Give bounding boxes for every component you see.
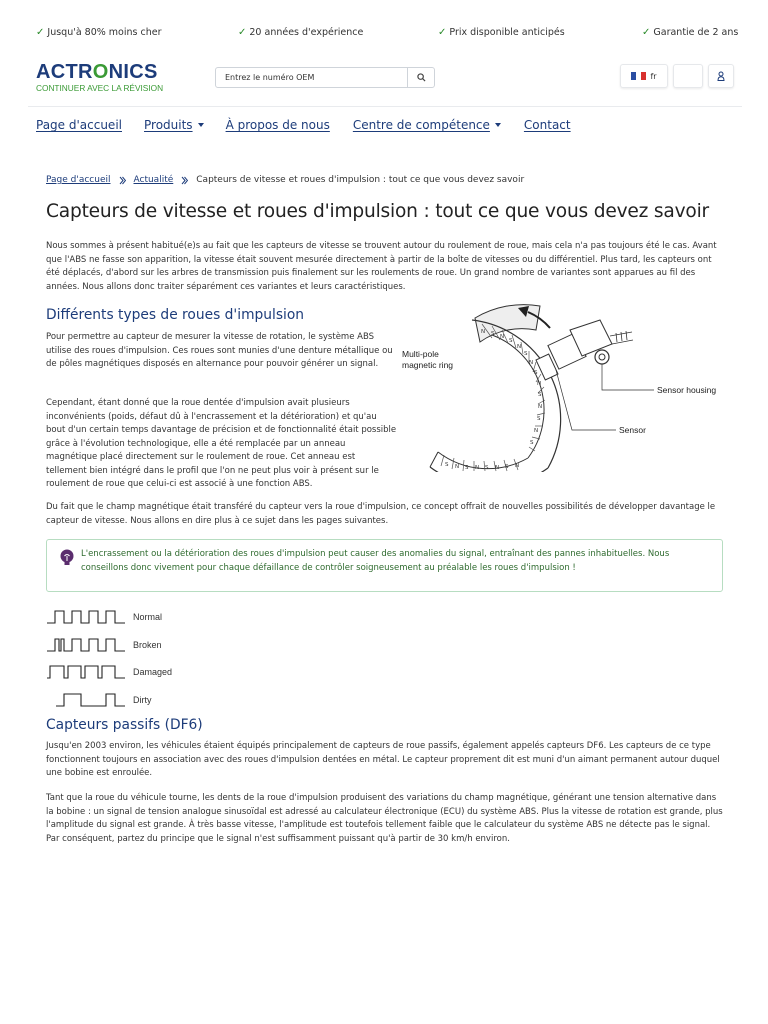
normal-signal-waveform bbox=[46, 610, 126, 624]
chevron-down-icon bbox=[495, 123, 501, 127]
nav-item-contact[interactable]: Contact bbox=[523, 118, 571, 132]
svg-text:N: N bbox=[534, 428, 539, 434]
svg-text:N: N bbox=[515, 463, 520, 469]
section1-paragraph-3: Du fait que le champ magnétique était transféré du capteur vers la roue d'impulsion, ce concept offrait de nouvelles possibilités de développer davantage le capteur de vitesse. Nous allons en dire plus à ce sujet dans les pages suivantes. bbox=[46, 502, 716, 526]
usp-item: ✓ Prix disponible anticipés bbox=[438, 27, 565, 38]
chevron-down-icon bbox=[198, 123, 204, 127]
page-title: Capteurs de vitesse et roues d'impulsion : tout ce que vous devez savoir bbox=[46, 201, 709, 222]
svg-text:magnetic ring: magnetic ring bbox=[402, 360, 454, 370]
svg-text:N: N bbox=[517, 344, 522, 350]
france-flag-icon bbox=[631, 72, 646, 80]
usp-item: ✓ Jusqu'à 80% moins cher bbox=[36, 27, 162, 38]
section2-paragraph-2: Tant que la roue du véhicule tourne, les dents de la roue d'impulsion produisent des variations du champ magnétique, générant une tension alternative dans la bobine : un signal de tension analogue sinusoïdal est adressé au calculateur électronique (ECU) du système ABS. Plus la vitesse de rotation est grande, plus l'amplitude du signal est grande. À très basse vitesse, l'amplitude est toutefois tellement faible que le calculateur du système ABS ne détecte pas le signal. Par conséquent, partez du principe que le signal n'est suffisamment puissant qu'à partir de 30 km/h environ. bbox=[46, 793, 723, 844]
chevron-right-icon bbox=[181, 176, 188, 185]
check-icon: ✓ bbox=[438, 27, 447, 38]
svg-text:S: S bbox=[524, 351, 528, 357]
section-heading-passive-sensors: Capteurs passifs (DF6) bbox=[46, 717, 203, 733]
dirty-signal-waveform bbox=[46, 693, 126, 707]
svg-text:S: S bbox=[537, 416, 541, 422]
signal-row-dirty: Dirty bbox=[46, 686, 186, 714]
svg-text:S: S bbox=[538, 392, 542, 398]
search-icon bbox=[417, 73, 426, 82]
svg-text:Multi-pole: Multi-pole bbox=[402, 349, 439, 359]
main-nav bbox=[36, 118, 571, 132]
section-heading-impulse-wheels: Différents types de roues d'impulsion bbox=[46, 307, 305, 323]
svg-text:N: N bbox=[537, 381, 542, 387]
search-button[interactable] bbox=[407, 68, 434, 87]
usp-item: ✓ 20 années d'expérience bbox=[238, 27, 364, 38]
svg-text:Sensor: Sensor bbox=[619, 425, 646, 435]
svg-text:N: N bbox=[481, 329, 486, 335]
usp-item: ✓ Garantie de 2 ans bbox=[642, 27, 739, 38]
breadcrumb-home[interactable]: Page d'accueil bbox=[46, 175, 111, 185]
svg-text:S: S bbox=[491, 331, 495, 337]
header-divider bbox=[28, 106, 742, 107]
svg-text:N: N bbox=[475, 465, 480, 471]
nav-item-about[interactable]: À propos de nous bbox=[225, 118, 330, 132]
svg-text:S: S bbox=[485, 465, 489, 471]
intro-paragraph: Nous sommes à présent habitué(e)s au fait que les capteurs de vitesse se trouvent autour du roulement de roue, mais cela n'a pas toujours été le cas. Avant que l'ABS ne fasse son apparition, la vitesse était souvent mesurée directement à partir de la boîte de vitesses ou du différentiel. Plus tard, les capteurs ont été déplacés, d'abord sur les arbres de transmission puis finalement sur les roulements de roue. Un grand nombre de variantes sont apparues au fil des années. Nous allons donc traiter séparément ces variantes et leurs caractéristiques. bbox=[46, 241, 717, 292]
account-button[interactable] bbox=[708, 64, 734, 88]
breadcrumb-current: Capteurs de vitesse et roues d'impulsion : tout ce que vous devez savoir bbox=[196, 175, 525, 185]
signal-waveforms bbox=[46, 603, 186, 714]
breadcrumb-news[interactable]: Actualité bbox=[133, 175, 174, 185]
nav-item-competence-center[interactable]: Centre de compétence bbox=[353, 118, 501, 132]
sensor-diagram bbox=[400, 300, 724, 472]
svg-text:N: N bbox=[500, 334, 505, 340]
svg-text:N: N bbox=[538, 404, 543, 410]
tip-box bbox=[46, 539, 723, 592]
svg-text:Sensor housing: Sensor housing bbox=[657, 385, 717, 395]
svg-text:S: S bbox=[530, 440, 534, 446]
check-icon: ✓ bbox=[36, 27, 45, 38]
search-input[interactable] bbox=[216, 68, 407, 87]
language-code: fr bbox=[650, 71, 657, 81]
svg-text:N: N bbox=[455, 464, 460, 470]
section1-paragraph-1: Pour permettre au capteur de mesurer la vitesse de rotation, le système ABS utilise des roues d'impulsion. Ces roues sont munies d'une denture métallique ou de pôles magnétiques disposés en alternance pour pouvoir générer un signal. bbox=[46, 332, 393, 369]
tip-text: L'encrassement ou la détérioration des roues d'impulsion peut causer des anomalies du signal, entraînant des pannes inhabituelles. Nous conseillons donc vivement pour chaque défaillance de contrôler soigneusement au préalable les roues d'impulsion ! bbox=[81, 549, 670, 573]
svg-text:S: S bbox=[534, 370, 538, 376]
logo-wordmark: ACTRONICS bbox=[36, 61, 158, 83]
damaged-signal-waveform bbox=[46, 665, 126, 679]
svg-text:S: S bbox=[465, 465, 469, 471]
section2-paragraph-1: Jusqu'en 2003 environ, les véhicules étaient équipés principalement de capteurs de roue passifs, également appelés capteurs DF6. Les capteurs de ce type fonctionnent toujours en association avec des roues d'impulsion dentées en métal. Le capteur proprement dit est muni d'un aimant permanent autour duquel une bobine est enroulée. bbox=[46, 741, 720, 778]
nav-item-products[interactable]: Produits bbox=[144, 118, 204, 132]
section1-paragraph-2: Cependant, étant donné que la roue dentée d'impulsion avait plusieurs inconvénients (poids, défaut dû à l'encrassement et la détérioration) et qu'au bout d'un certain temps davantage de précision et de fonctionnalité était possible grâce à l'évolution technologique, elle a été remplacée par un anneau magnétique placé directement sur le roulement de roue. Cet anneau est tellement bien intégré dans le profil que l'on ne peut plus voir à présent sur le roulement de roue que celui-ci est associé à une fonction ABS. bbox=[46, 398, 397, 489]
sensor-diagram-image bbox=[400, 300, 724, 472]
logo[interactable] bbox=[36, 62, 163, 93]
chevron-right-icon bbox=[119, 176, 126, 185]
usp-bar bbox=[0, 27, 768, 41]
broken-signal-waveform bbox=[46, 638, 126, 652]
svg-text:S: S bbox=[509, 338, 513, 344]
breadcrumb bbox=[46, 175, 524, 185]
svg-text:S: S bbox=[505, 464, 509, 470]
cart-button[interactable] bbox=[673, 64, 703, 88]
signal-row-damaged: Damaged bbox=[46, 659, 186, 687]
signal-row-broken: Broken bbox=[46, 631, 186, 659]
svg-text:S: S bbox=[445, 462, 449, 468]
lightbulb-icon bbox=[59, 549, 75, 571]
signal-row-normal: Normal bbox=[46, 603, 186, 631]
language-selector[interactable] bbox=[620, 64, 668, 88]
logo-tagline: CONTINUER AVEC LA RÉVISION bbox=[36, 83, 164, 93]
svg-text:N: N bbox=[495, 465, 500, 471]
user-icon bbox=[717, 71, 725, 81]
check-icon: ✓ bbox=[238, 27, 247, 38]
svg-text:N: N bbox=[529, 360, 534, 366]
search-bar bbox=[215, 67, 435, 88]
nav-item-home[interactable]: Page d'accueil bbox=[36, 118, 122, 132]
check-icon: ✓ bbox=[642, 27, 651, 38]
